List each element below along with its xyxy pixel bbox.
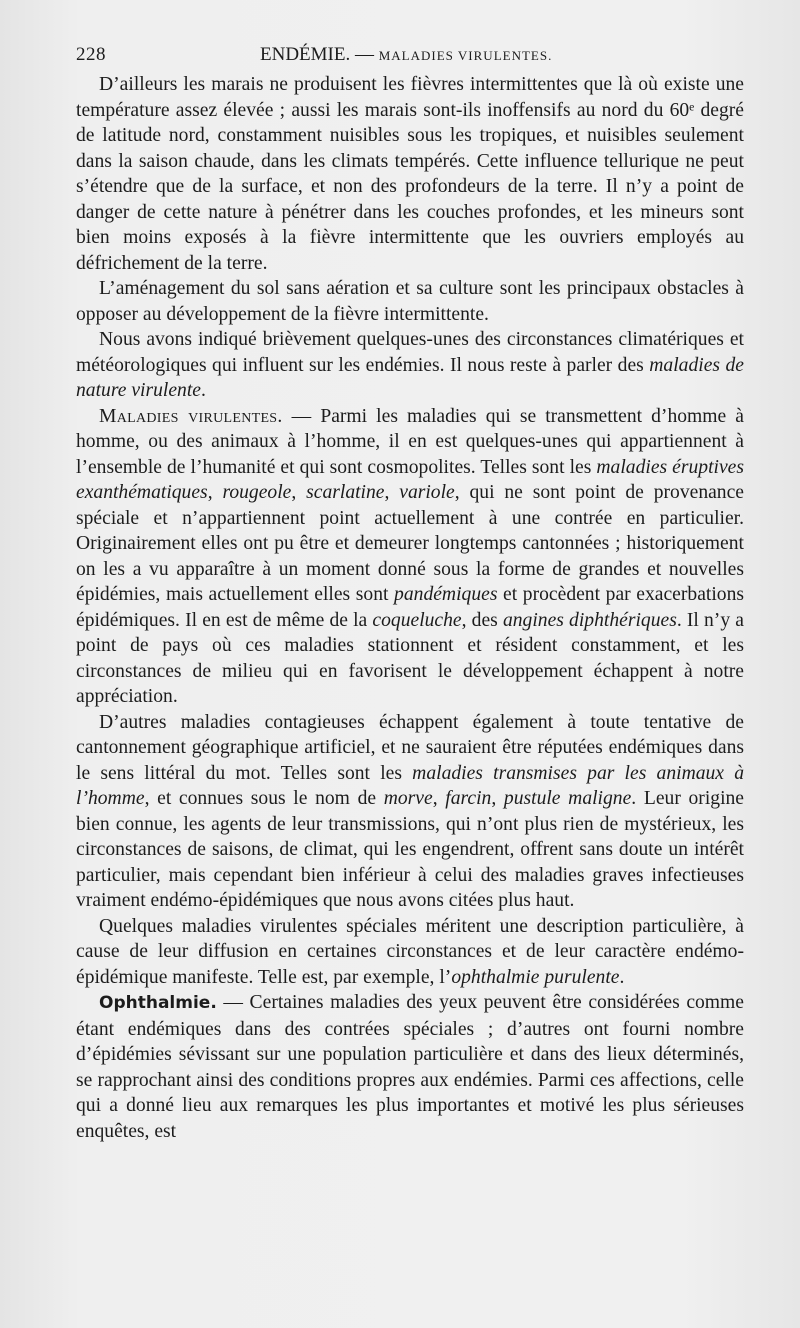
paragraph-circonstances: Nous avons indiqué brièvement quelques-unes des circonstances climatériques et météorologiques qui influent sur les endémies. Il nous reste à parler des maladies de nature virulente. <box>76 329 744 401</box>
section-heading-maladies-virulentes: Maladies virulentes. <box>99 405 283 427</box>
page-number: 228 <box>76 44 106 65</box>
paragraph-marais: D’ailleurs les marais ne produisent les fièvres intermittentes que là où existe une température assez élevée ; aussi les marais sont-ils inoffensifs au nord du 60ᵉ degré de latitude nord, constamment nuisibles sous les tropiques, et nuisibles seulement dans la saison chaude, dans les climats tempérés. Cette influence tellurique ne peut s’étendre que de la surface, et non des profondeurs de la terre. Il n’y a point de danger de cette nature à pénétrer dans les couches profondes, et les mineurs sont bien moins exposés à la fièvre intermittente que les ouvriers employés au défrichement de la terre. <box>76 74 744 274</box>
paragraph-contagieuses: D’autres maladies contagieuses échappent également à toute tentative de cantonnement géographique artificiel, et ne sauraient être réputées endémiques dans le sens littéral du mot. Telles sont les maladies transmises par les animaux à l’homme, et connues sous le nom de morve, farcin, pustule maligne. Leur origine bien connue, les agents de leur transmissions, qui n’ont plus rien de mystérieux, les circonstances de saisons, de climat, qui les engendrent, offrent sans doute un intérêt particulier, mais cependant bien inférieur à celui des maladies graves infectieuses vraiment endémo-épidémiques que nous avons citées plus haut. <box>76 711 744 911</box>
paragraph-amenagement: L’aménagement du sol sans aération et sa culture sont les principaux obstacles à opposer au développement de la fièvre intermittente. <box>76 278 744 325</box>
running-title-dash: — <box>354 44 374 65</box>
running-header <box>76 40 744 70</box>
paragraph-virulentes-speciales: Quelques maladies virulentes spéciales méritent une description particulière, à cause de leur diffusion en certaines circonstances et de leur caractère endémo-épidémique manifeste. Telle est, par exemple, l’ophthalmie purulente. <box>76 915 744 988</box>
body-text <box>76 72 744 1144</box>
running-title <box>260 40 552 71</box>
paragraph-ophthalmie: Ophthalmie. — Certaines maladies des yeux peuvent être considérées comme étant endémiques dans des contrées spéciales ; d’autres ont fourni nombre d’épidémies sévissant sur une population particulière et dans des lieux déterminés, se rapprochant ainsi des conditions propres aux endémies. Parmi ces affections, celle qui a donné lieu aux remarques les plus importantes et motivé les plus sérieuses enquêtes, est <box>76 992 744 1142</box>
section-heading-ophthalmie: Ophthalmie. <box>99 993 217 1013</box>
paragraph-maladies-virulentes: Maladies virulentes. — Parmi les maladies qui se transmettent d’homme à homme, ou des animaux à l’homme, il en est quelques-unes qui appartiennent à l’ensemble de l’humanité et qui sont cosmopolites. Telles sont les maladies éruptives exanthématiques, rougeole, scarlatine, variole, qui ne sont point de provenance spéciale et n’appartiennent point actuellement à une contrée en particulier. Originairement elles ont pu être et demeurer longtemps cantonnées ; historiquement on les a vu apparaître à un moment donné sous la forme de grandes et nouvelles épidémies, mais actuellement elles sont pandémiques et procèdent par exacerbations épidémiques. Il en est de même de la coqueluche, des angines diphthériques. Il n’y a point de pays où ces maladies stationnent et résident constamment, et les circonstances de milieu qui en favorisent le développement échappent à notre appréciation. <box>76 405 744 707</box>
running-title-section: MALADIES VIRULENTES. <box>378 48 553 63</box>
emphasis-maladies-virulente: maladies de nature virulente <box>76 354 744 401</box>
running-title-main: ENDÉMIE. <box>260 44 351 65</box>
